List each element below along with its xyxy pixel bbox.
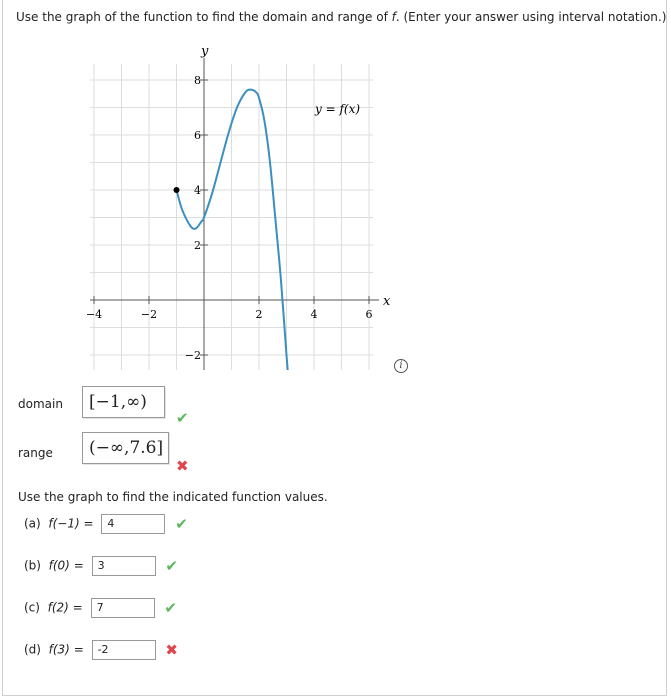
x-tick-label: 6	[365, 308, 373, 321]
answer-d-cross-icon: ✖	[165, 640, 178, 659]
y-tick-label: 4	[194, 184, 201, 197]
y-tick-label: 8	[194, 74, 201, 87]
part-b-eq: =	[73, 558, 84, 573]
x-axis-label: x	[383, 294, 391, 309]
range-answer-box[interactable]: (−∞,7.6]	[82, 432, 169, 464]
question-a	[24, 514, 188, 534]
y-tick-label: 6	[194, 129, 201, 142]
answer-c-input[interactable]: 7	[91, 598, 155, 618]
instructions-f: f	[391, 10, 396, 24]
range-cross-icon: ✖	[176, 457, 189, 475]
part-a-expr: f(−1)	[48, 516, 80, 531]
answer-b-input[interactable]: 3	[92, 556, 156, 576]
answer-d-input[interactable]: -2	[92, 640, 156, 660]
x-tick-label: −4	[85, 308, 103, 321]
part-a-eq: =	[83, 516, 94, 531]
part-d-label: (d)	[24, 642, 41, 657]
part-c-label: (c)	[24, 600, 40, 615]
part-c-expr: f(2)	[47, 600, 69, 615]
answer-a-check-icon: ✔	[175, 514, 188, 533]
info-icon[interactable]: i	[394, 359, 408, 373]
values-heading: Use the graph to find the indicated function values.	[18, 490, 328, 504]
answer-a-input[interactable]: 4	[101, 514, 165, 534]
start-point	[174, 187, 180, 193]
domain-check-icon: ✔	[176, 409, 189, 427]
part-d-expr: f(3)	[48, 642, 70, 657]
domain-answer-box[interactable]: [−1,∞)	[82, 386, 165, 418]
x-tick-label: 4	[310, 308, 318, 321]
y-axis-label: y	[201, 44, 209, 59]
x-tick-label: 2	[255, 308, 263, 321]
range-label: range	[18, 446, 53, 460]
question-d	[24, 640, 178, 660]
instructions-part1: Use the graph of the function to find the domain and range of	[16, 10, 392, 24]
answer-c-check-icon: ✔	[164, 598, 177, 617]
part-d-eq: =	[73, 642, 84, 657]
part-c-eq: =	[72, 600, 83, 615]
part-a-label: (a)	[24, 516, 41, 531]
instructions-part2: . (Enter your answer using interval notation.)	[395, 10, 667, 24]
curve-label: y = f(x)	[315, 102, 361, 116]
answer-b-check-icon: ✔	[165, 556, 178, 575]
part-b-expr: f(0)	[48, 558, 70, 573]
question-b	[24, 556, 178, 576]
x-tick-label: −2	[140, 308, 158, 321]
question-c	[24, 598, 177, 618]
part-b-label: (b)	[24, 558, 41, 573]
y-tick-label: 2	[194, 239, 201, 252]
domain-label: domain	[18, 397, 63, 411]
y-tick-label: −2	[184, 349, 201, 362]
